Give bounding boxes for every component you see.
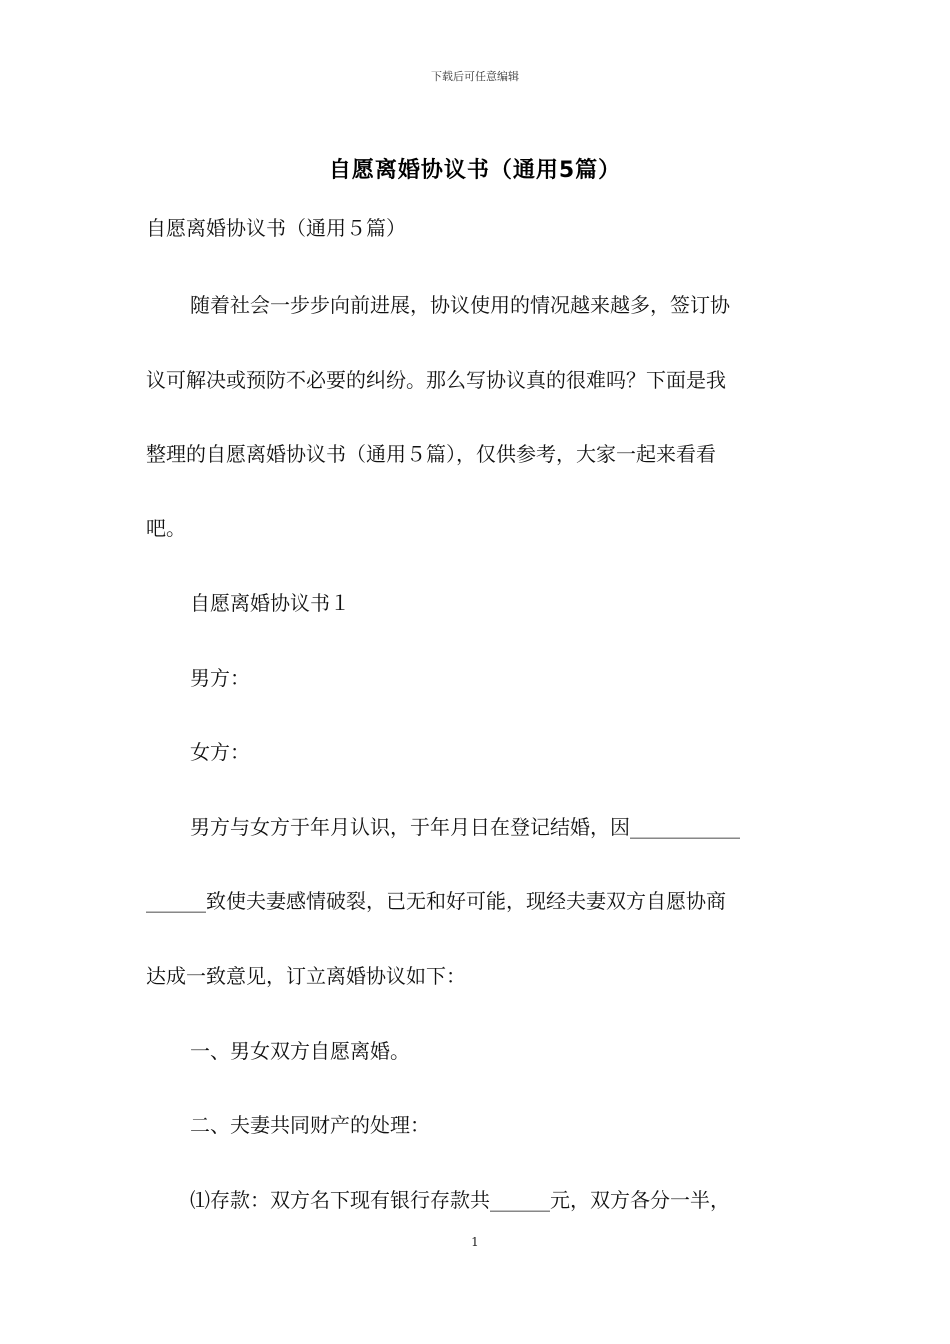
header-note: 下载后可任意编辑 <box>431 70 519 83</box>
clause-1: 一、男女双方自愿离婚。 <box>190 1039 410 1063</box>
intro-line-2: 议可解决或预防不必要的纠纷。那么写协议真的很难吗？下面是我 <box>146 368 726 392</box>
clause-2: 二、夫妻共同财产的处理： <box>190 1113 430 1137</box>
page-number: 1 <box>471 1235 479 1249</box>
document-subtitle: 自愿离婚协议书（通用５篇） <box>146 216 406 240</box>
section-heading: 自愿离婚协议书１ <box>190 591 350 615</box>
male-party-label: 男方： <box>190 666 250 690</box>
body-line-1: 男方与女方于年月认识，于年月日在登记结婚，因___________ <box>190 815 740 839</box>
clause-2-item-1: ⑴存款：双方名下现有银行存款共______元，双方各分一半， <box>190 1188 730 1212</box>
body-line-2: ______致使夫妻感情破裂，已无和好可能，现经夫妻双方自愿协商 <box>146 889 726 913</box>
intro-line-3: 整理的自愿离婚协议书（通用５篇），仅供参考，大家一起来看看 <box>146 442 716 466</box>
female-party-label: 女方： <box>190 740 250 764</box>
intro-line-1: 随着社会一步步向前进展，协议使用的情况越来越多，签订协 <box>190 293 730 317</box>
intro-line-4: 吧。 <box>146 516 186 540</box>
body-line-3: 达成一致意见，订立离婚协议如下： <box>146 964 466 988</box>
document-title: 自愿离婚协议书（通用5篇） <box>328 158 622 183</box>
